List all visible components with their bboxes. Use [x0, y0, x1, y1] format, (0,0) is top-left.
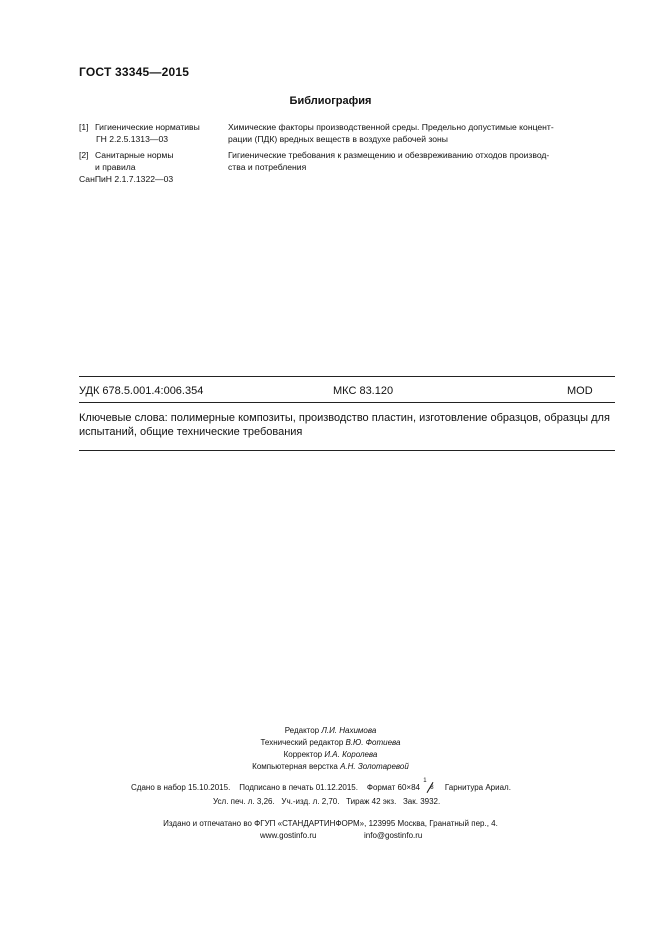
imprint-format-denominator: 8 — [430, 785, 434, 791]
imprint-corrector-label: Корректор — [283, 750, 323, 759]
imprint-format: Формат 60 — [366, 783, 407, 792]
bib-entry-1-source-line: Гигиенические нормативы — [95, 122, 200, 132]
divider-top — [79, 376, 615, 377]
bib-entry-2-source-line: Санитарные нормы — [95, 150, 174, 160]
imprint-editor-label: Редактор — [284, 726, 320, 735]
imprint-print-details — [131, 778, 511, 792]
imprint-typeset-date: Сдано в набор 15.10.2015. — [131, 783, 231, 792]
imprint-tech-editor-label: Технический редактор — [260, 738, 344, 747]
imprint-layout-label: Компьютерная верстка — [252, 762, 338, 771]
imprint-editor-name: Л.И. Нахимова — [321, 726, 377, 735]
bib-entry-1-description-line: Химические факторы производственной среды. Предельно допустимые концент- — [228, 122, 554, 132]
bib-entry-2-description-line: ства и потребления — [228, 162, 307, 172]
imprint-print-volume: Усл. печ. л. 3,26. Уч.-изд. л. 2,70. Тираж 42 экз. Зак. 3932. — [213, 797, 441, 806]
imprint-layout — [0, 762, 661, 771]
imprint-format-numerator: 1 — [423, 778, 427, 784]
bibliography-title: Библиография — [289, 95, 372, 107]
imprint-corrector — [0, 750, 661, 759]
mks-code: МКС 83.120 — [333, 385, 394, 397]
bib-entry-1-number: [1] — [79, 122, 89, 132]
udk-code: УДК 678.5.001.4:006.354 — [79, 385, 204, 397]
keywords-label: Ключевые слова: — [79, 412, 168, 424]
bib-entry-1-source-line: ГН 2.2.5.1313—03 — [96, 134, 169, 144]
imprint-editor — [0, 726, 661, 735]
imprint-publisher: Издано и отпечатано во ФГУП «СТАНДАРТИНФОРМ», 123995 Москва, Гранатный пер., 4. — [163, 819, 498, 828]
bib-entry-2-description-line: Гигиенические требования к размещению и обезвреживанию отходов производ- — [228, 150, 550, 160]
imprint-typeface: Гарнитура Ариал. — [444, 783, 511, 792]
imprint-website[interactable]: www.gostinfo.ru — [260, 831, 317, 840]
bib-entry-1-description — [228, 121, 616, 145]
imprint-signed-date: Подписано в печать 01.12.2015. — [239, 783, 358, 792]
bib-entry-2-description — [228, 149, 616, 173]
imprint-format-times: × — [406, 783, 412, 792]
bib-entry-2-source-line: и правила — [95, 162, 136, 172]
divider-bottom — [79, 450, 615, 451]
imprint-format-b: 84 — [411, 783, 420, 792]
bibliography-list — [0, 121, 661, 191]
imprint-email[interactable]: info@gostinfo.ru — [364, 831, 423, 840]
bib-entry-1-description-line: рации (ПДК) вредных веществ в воздухе рабочей зоны — [228, 134, 448, 144]
mod-marker: MOD — [567, 385, 593, 397]
keywords-text: полимерные композиты, производство пластин, изготовление образцов, образцы для испытаний, общие технические требования — [79, 412, 610, 438]
bib-entry-1-source — [95, 121, 225, 145]
imprint-format-fraction — [422, 778, 438, 792]
bib-entry-2-source-line: СанПиН 2.1.7.1322—03 — [79, 174, 174, 184]
document-header: ГОСТ 33345—2015 — [79, 65, 190, 79]
bib-entry-2-number: [2] — [79, 150, 89, 160]
imprint-tech-editor-name: В.Ю. Фотиева — [345, 738, 401, 747]
keywords — [79, 411, 619, 439]
bib-entry-2-source — [79, 149, 225, 185]
divider-middle — [79, 402, 615, 403]
imprint-tech-editor — [0, 738, 661, 747]
imprint-corrector-name: И.А. Королева — [324, 750, 378, 759]
imprint-layout-name: А.Н. Золотаревой — [340, 762, 409, 771]
